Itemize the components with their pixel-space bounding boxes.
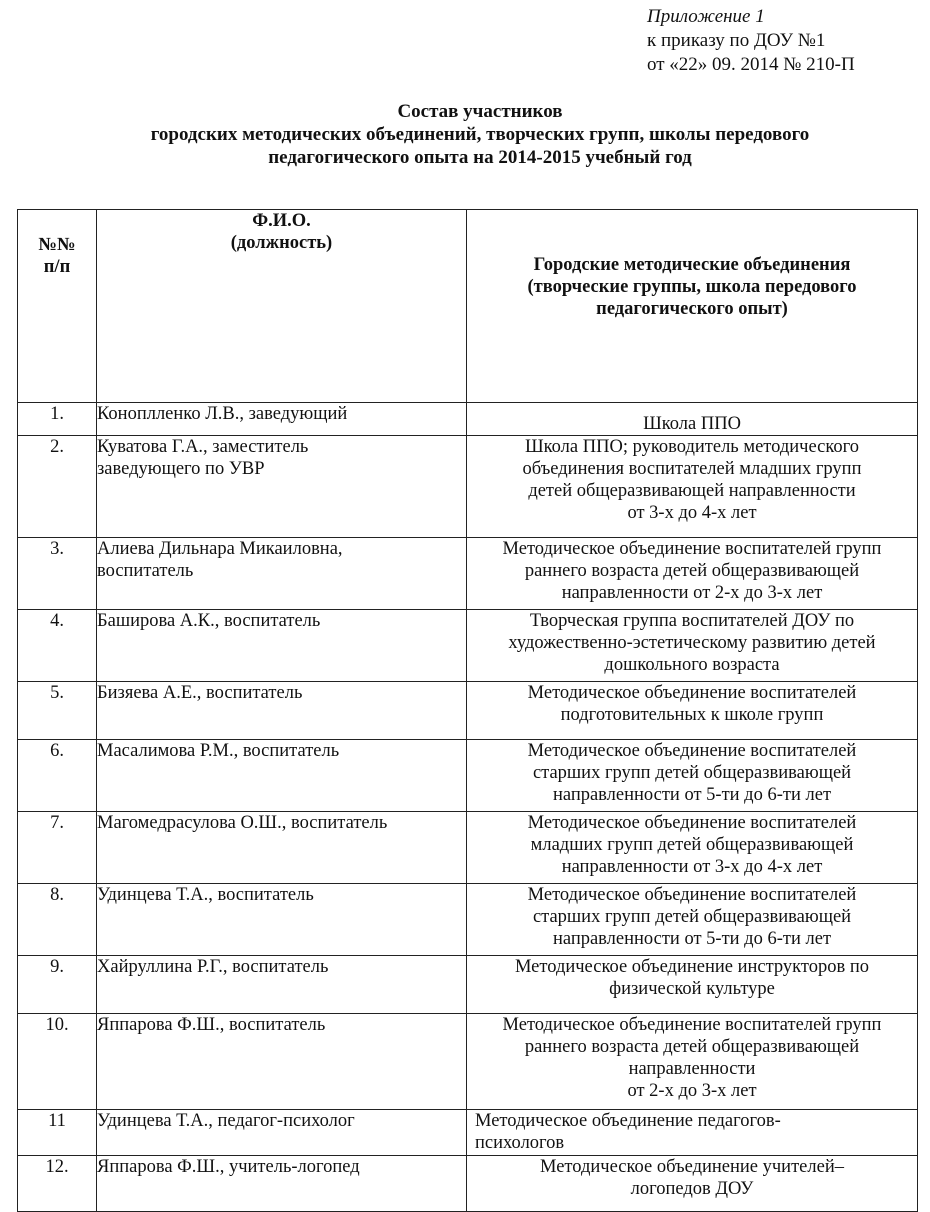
table-row <box>18 956 918 1014</box>
group-line: Методическое объединение воспитателей <box>527 741 857 761</box>
group-line: раннего возраста детей общеразвивающей <box>524 1037 860 1057</box>
group-line: детей общеразвивающей направленности <box>528 481 856 501</box>
row-fio <box>97 538 467 610</box>
fio-line: Бизяева А.Е., воспитатель <box>97 683 303 703</box>
group-line: Методическое объединение воспитателей групп <box>502 539 882 559</box>
group-line: от 3-х до 4-х лет <box>627 503 757 523</box>
fio-line: Яппарова Ф.Ш., воспитатель <box>97 1015 326 1035</box>
row-group <box>467 1156 918 1212</box>
row-fio <box>97 682 467 740</box>
group-line: психологов <box>475 1133 565 1153</box>
row-group <box>467 956 918 1014</box>
row-group <box>467 1110 918 1156</box>
group-line: дошкольного возраста <box>604 655 780 675</box>
row-number: 2. <box>18 436 97 538</box>
group-line: направленности от 5-ти до 6-ти лет <box>552 929 832 949</box>
row-group <box>467 436 918 538</box>
row-fio <box>97 740 467 812</box>
group-line: младших групп детей общеразвивающей <box>530 835 854 855</box>
fio-line: Яппарова Ф.Ш., учитель-логопед <box>97 1157 360 1177</box>
row-number: 6. <box>18 740 97 812</box>
fio-line: Алиева Дильнара Микаиловна, <box>97 539 343 559</box>
group-line: Творческая группа воспитателей ДОУ по <box>529 611 855 631</box>
document-heading <box>60 100 900 169</box>
participants-table <box>17 209 918 1212</box>
group-line: направленности от 3-х до 4-х лет <box>561 857 823 877</box>
table-row <box>18 610 918 682</box>
appendix-order-line: к приказу по ДОУ №1 <box>647 30 826 51</box>
group-line: Школа ППО <box>643 414 741 434</box>
group-line: Методическое объединение воспитателей <box>527 683 857 703</box>
row-fio <box>97 956 467 1014</box>
group-line: Методическое объединение воспитателей групп <box>502 1015 882 1035</box>
appendix-title: Приложение 1 <box>647 6 765 27</box>
fio-line: заведующего по УВР <box>97 459 265 479</box>
row-number: 7. <box>18 812 97 884</box>
table-row <box>18 1110 918 1156</box>
fio-line: Куватова Г.А., заместитель <box>97 437 309 457</box>
row-group <box>467 740 918 812</box>
header-number: №№ п/п <box>18 210 97 403</box>
group-line: логопедов ДОУ <box>630 1179 754 1199</box>
row-number: 5. <box>18 682 97 740</box>
row-number: 3. <box>18 538 97 610</box>
row-number: 10. <box>18 1014 97 1110</box>
fio-line: Удинцева Т.А., педагог-психолог <box>97 1111 355 1131</box>
group-line: раннего возраста детей общеразвивающей <box>524 561 860 581</box>
row-group <box>467 884 918 956</box>
fio-line: Магомедрасулова О.Ш., воспитатель <box>97 813 388 833</box>
row-fio <box>97 403 467 436</box>
table-row <box>18 884 918 956</box>
row-number: 11 <box>18 1110 97 1156</box>
header-fio: Ф.И.О. (должность) <box>97 210 467 403</box>
table-header-row <box>18 210 918 403</box>
row-group <box>467 538 918 610</box>
group-line: подготовительных к школе групп <box>560 705 824 725</box>
row-fio <box>97 1014 467 1110</box>
row-number: 9. <box>18 956 97 1014</box>
fio-line: Удинцева Т.А., воспитатель <box>97 885 314 905</box>
row-fio <box>97 1110 467 1156</box>
row-fio <box>97 1156 467 1212</box>
row-number: 12. <box>18 1156 97 1212</box>
table-row <box>18 1014 918 1110</box>
table-row <box>18 1156 918 1212</box>
row-fio <box>97 436 467 538</box>
group-line: Методическое объединение учителей– <box>540 1157 844 1177</box>
table-row <box>18 682 918 740</box>
row-group <box>467 682 918 740</box>
group-line: направленности от 2-х до 3-х лет <box>561 583 823 603</box>
heading-line-1: Состав участников <box>397 101 563 122</box>
fio-line: Масалимова Р.М., воспитатель <box>97 741 340 761</box>
group-line: направленности <box>628 1059 756 1079</box>
row-group <box>467 1014 918 1110</box>
fio-line: Хайруллина Р.Г., воспитатель <box>97 957 329 977</box>
fio-line: Баширова А.К., воспитатель <box>97 611 321 631</box>
group-line: от 2-х до 3-х лет <box>627 1081 757 1101</box>
fio-line: Коноплленко Л.В., заведующий <box>97 404 348 424</box>
table-row <box>18 740 918 812</box>
row-group <box>467 610 918 682</box>
group-line: Методическое объединение педагогов- <box>475 1111 781 1131</box>
row-group <box>467 812 918 884</box>
heading-line-3: педагогического опыта на 2014-2015 учебный год <box>268 147 692 168</box>
group-line: старших групп детей общеразвивающей <box>532 763 852 783</box>
table-row <box>18 812 918 884</box>
group-line: физической культуре <box>609 979 775 999</box>
appendix-block <box>647 5 855 77</box>
group-line: направленности от 5-ти до 6-ти лет <box>552 785 832 805</box>
group-line: Школа ППО; руководитель методического <box>524 437 860 457</box>
row-number: 4. <box>18 610 97 682</box>
row-fio <box>97 884 467 956</box>
row-number: 8. <box>18 884 97 956</box>
group-line: объединения воспитателей младших групп <box>522 459 862 479</box>
row-group <box>467 403 918 436</box>
group-line: Методическое объединение воспитателей <box>527 813 857 833</box>
group-line: старших групп детей общеразвивающей <box>532 907 852 927</box>
table-row <box>18 436 918 538</box>
group-line: Методическое объединение воспитателей <box>527 885 857 905</box>
appendix-date-line: от «22» 09. 2014 № 210-П <box>647 54 855 75</box>
row-number: 1. <box>18 403 97 436</box>
fio-line: воспитатель <box>97 561 194 581</box>
heading-line-2: городских методических объединений, творческих групп, школы передового <box>150 124 810 145</box>
header-groups: Городские методические объединения (творческие группы, школа передового педагогического опыт) <box>467 210 918 403</box>
group-line: художественно-эстетическому развитию детей <box>508 633 876 653</box>
group-line: Методическое объединение инструкторов по <box>514 957 870 977</box>
row-fio <box>97 812 467 884</box>
table-row <box>18 403 918 436</box>
table-row <box>18 538 918 610</box>
row-fio <box>97 610 467 682</box>
table-body <box>18 403 918 1212</box>
